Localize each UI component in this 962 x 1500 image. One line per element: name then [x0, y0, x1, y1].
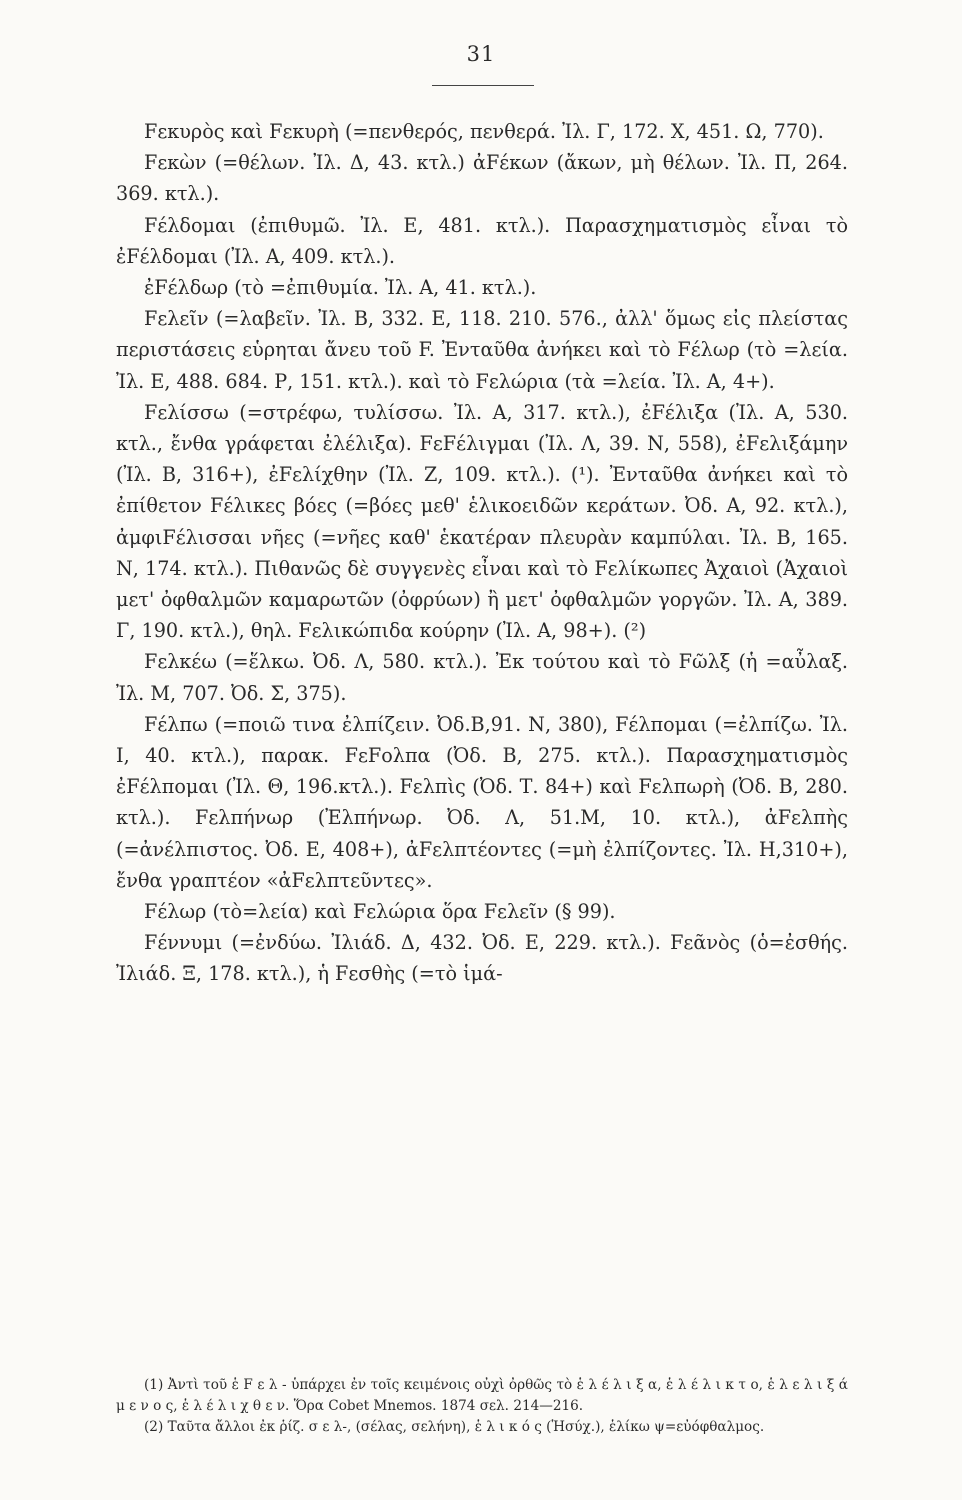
paragraph: ἐFέλδωρ (τὸ =ἐπιθυμία. Ἰλ. Α, 41. κτλ.).	[144, 276, 537, 300]
paragraph: Fέλωρ (τὸ=λεία) καὶ Fελώρια ὅρα Fελεῖν (§ 99).	[144, 900, 616, 924]
header-rule	[432, 85, 534, 86]
paragraph: Fέννυμι (=ἐνδύω. Ἰλιάδ. Δ, 432. Ὀδ. Ε, 229. κτλ.). Fεᾶνὸς (ὁ=ἐσθής. Ἰλιάδ. Ξ, 178. κτλ.), ἡ Fεσθὴς (=τὸ ἱμά-	[116, 931, 848, 986]
paragraph: Fεκὼν (=θέλων. Ἰλ. Δ, 43. κτλ.) ἀFέκων (ἄκων, μὴ θέλων. Ἰλ. Π, 264. 369. κτλ.).	[116, 151, 848, 206]
paragraph: Fεκυρὸς καὶ Fεκυρὴ (=πενθερός, πενθερά. Ἰλ. Γ, 172. Χ, 451. Ω, 770).	[144, 120, 824, 143]
footnotes	[116, 1375, 848, 1438]
body-text	[116, 116, 848, 990]
paragraph: Fελκέω (=ἕλκω. Ὀδ. Λ, 580. κτλ.). Ἐκ τούτου καὶ τὸ Fῶλξ (ἡ =αὖλαξ. Ἰλ. Μ, 707. Ὀδ. Σ, 375).	[116, 650, 848, 705]
paragraph: Fέλδομαι (ἐπιθυμῶ. Ἰλ. Ε, 481. κτλ.). Παρασχηματισμὸς εἶναι τὸ ἐFέλδομαι (Ἰλ. Α, 409. κτλ.).	[116, 213, 848, 268]
page-number: 31	[466, 42, 496, 66]
paragraph: Fελίσσω (=στρέφω, τυλίσσω. Ἰλ. Α, 317. κτλ.), ἐFέλιξα (Ἰλ. Α, 530. κτλ., ἔνθα γράφεται ἐλέλιξα). FεFέλιγμαι (Ἰλ. Λ, 39. Ν, 558), ἐFελιξάμην (Ἰλ. Β, 316+), ἐFελίχθην (Ἰλ. Ζ, 109. κτλ.). (¹). Ἐνταῦθα ἀνήκει καὶ τὸ ἐπίθετον Fέλικες βόες (=βόες μεθ' ἑλικοειδῶν κεράτων. Ὀδ. Α, 92. κτλ.), ἀμφιFέλισσαι νῆες (=νῆες καθ' ἑκατέραν πλευρὰν καμπύλαι. Ἰλ. Β, 165. Ν, 174. κτλ.). Πιθανῶς δὲ συγγενὲς εἶναι καὶ τὸ Fελίκωπες Ἀχαιοὶ (Ἀχαιοὶ μετ' ὀφθαλμῶν καμαρωτῶν (ὀφρύων) ἢ μετ' ὀφθαλμῶν γοργῶν. Ἰλ. Α, 389. Γ, 190. κτλ.), θηλ. Fελικώπιδα κούρην (Ἰλ. Α, 98+). (²)	[116, 400, 848, 643]
paragraph: Fελεῖν (=λαβεῖν. Ἰλ. Β, 332. Ε, 118. 210. 576., ἀλλ' ὅμως εἰς πλείστας περιστάσεις εὑρηται ἄνευ τοῦ F. Ἐνταῦθα ἀνήκει καὶ τὸ Fέλωρ (τὸ =λεία. Ἰλ. Ε, 488. 684. Ρ, 151. κτλ.). καὶ τὸ Fελώρια (τὰ =λεία. Ἰλ. Α, 4+).	[116, 307, 848, 393]
footnote: (2) Ταῦτα ἄλλοι ἐκ ῥίζ. σ ε λ-, (σέλας, σελήνη), ἑ λ ι κ ό ς (Ἡσύχ.), ἑλίκω ψ=εὐόφθαλμος.	[144, 1419, 765, 1435]
paragraph: Fέλπω (=ποιῶ τινα ἐλπίζειν. Ὀδ.Β,91. Ν, 380), Fέλπομαι (=ἐλπίζω. Ἰλ. Ι, 40. κτλ.), παρακ. FεFολπα (Ὀδ. Β, 275. κτλ.). Παρασχηματισμὸς ἐFέλπομαι (Ἰλ. Θ, 196.κτλ.). Fελπὶς (Ὀδ. Τ. 84+) καὶ Fελπωρὴ (Ὀδ. Β, 280. κτλ.). Fελπήνωρ (Ἐλπήνωρ. Ὀδ. Λ, 51.Μ, 10. κτλ.), ἀFελπὴς (=ἀνέλπιστος. Ὀδ. Ε, 408+), ἀFελπτέοντες (=μὴ ἐλπίζοντες. Ἰλ. Η,310+), ἔνθα γραπτέον «ἀFελπτεῦντες».	[116, 712, 848, 892]
footnote: (1) Ἀντὶ τοῦ ἑ F ε λ - ὑπάρχει ἐν τοῖς κειμένοις οὐχὶ ὀρθῶς τὸ ἑ λ έ λ ι ξ α, ἑ λ έ λ ι κ τ ο, ἑ λ ε λ ι ξ ά μ ε ν ο ς, ἑ λ έ λ ι χ θ ε ν. Ὅρα Cobet Mnemos. 1874 σελ. 214—216.	[116, 1377, 848, 1414]
